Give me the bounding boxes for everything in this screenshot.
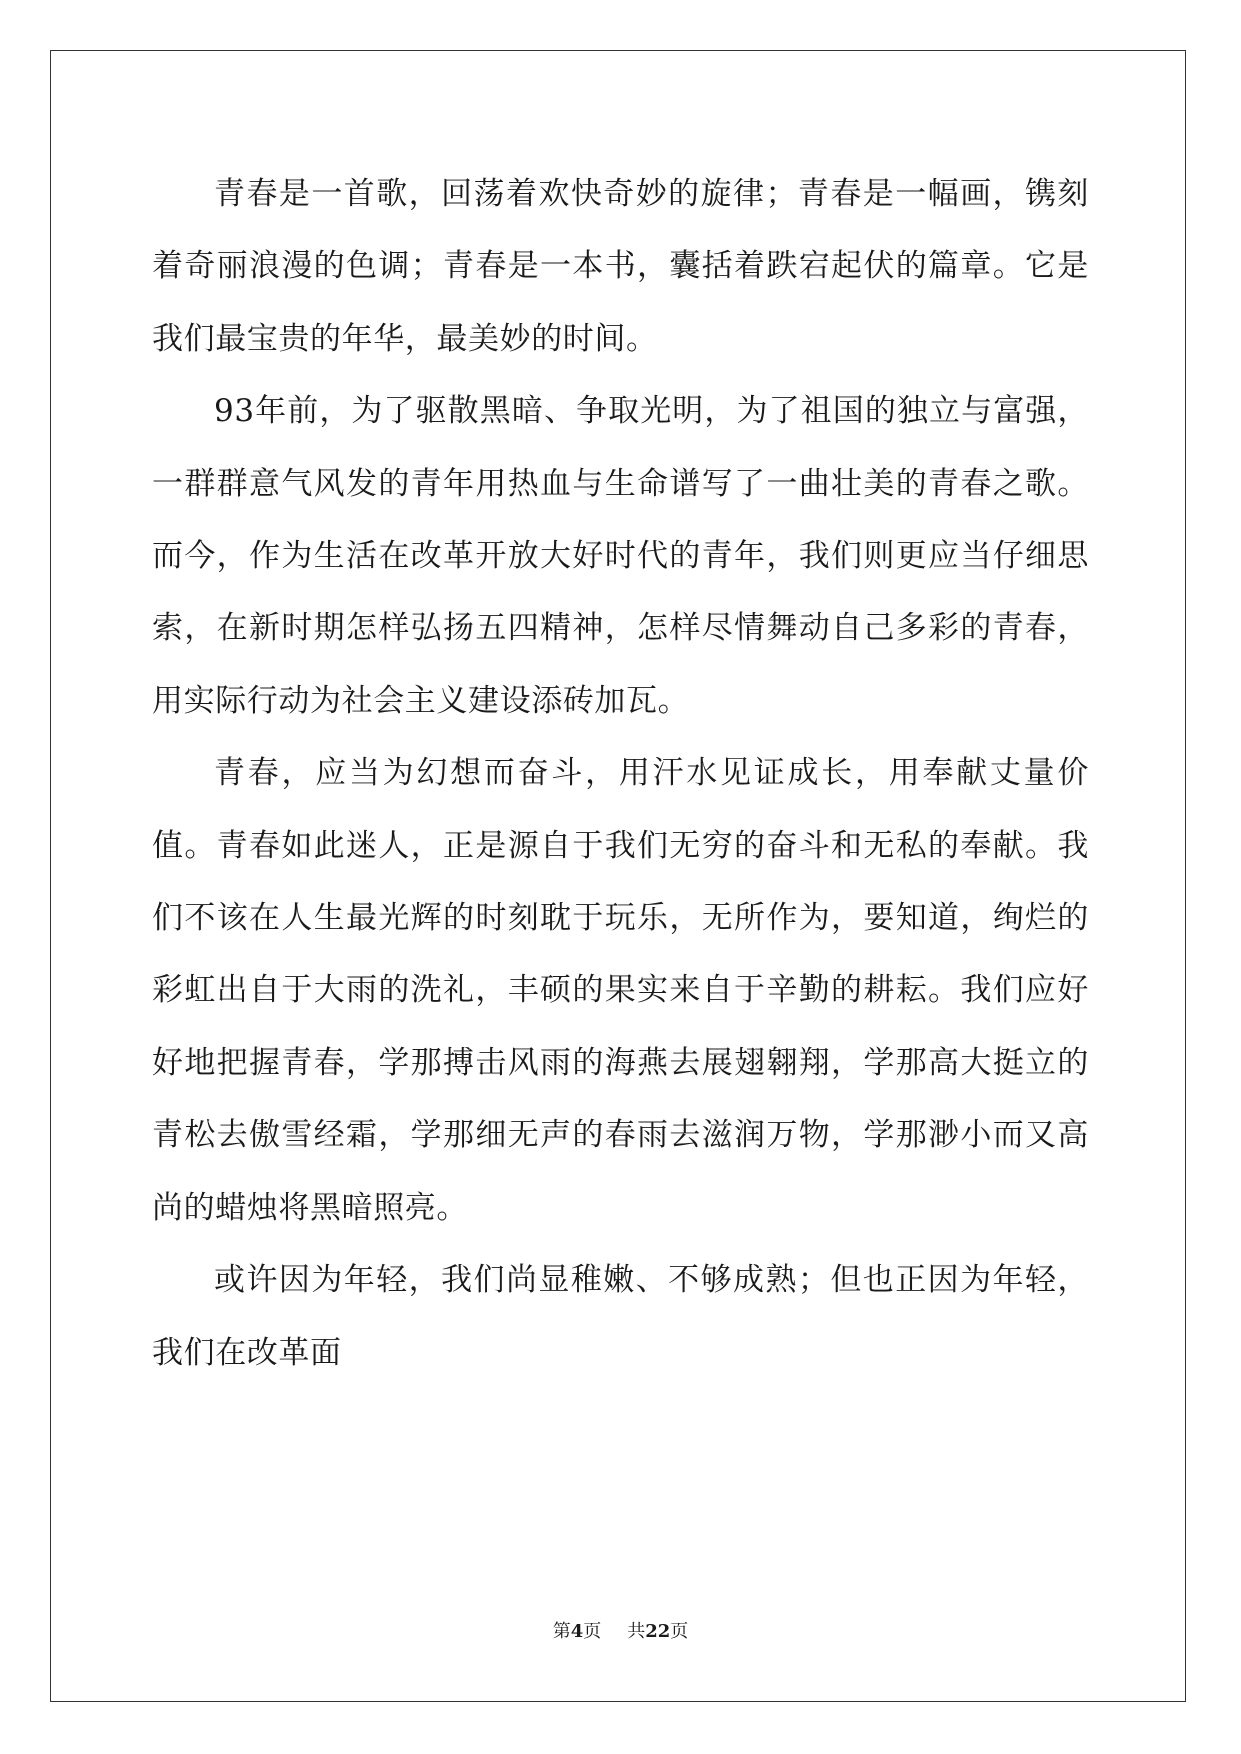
paragraph-4: 或许因为年轻，我们尚显稚嫩、不够成熟；但也正因为年轻，我们在改革面 xyxy=(152,1262,1089,1371)
footer-total-prefix: 共 xyxy=(627,1621,646,1642)
paragraph-1: 青春是一首歌，回荡着欢快奇妙的旋律；青春是一幅画，镌刻着奇丽浪漫的色调；青春是一本书，囊括着跌宕起伏的篇章。它是我们最宝贵的年华，最美妙的时间。 xyxy=(152,176,1089,357)
paragraph-3: 青春，应当为幻想而奋斗，用汗水见证成长，用奉献丈量价值。青春如此迷人，正是源自于我们无穷的奋斗和无私的奉献。我们不该在人生最光辉的时刻耽于玩乐，无所作为，要知道，绚烂的彩虹出自于大雨的洗礼，丰硕的果实来自于辛勤的耕耘。我们应好好地把握青春，学那搏击风雨的海燕去展翅翱翔，学那高大挺立的青松去傲雪经霜，学那细无声的春雨去滋润万物，学那渺小而又高尚的蜡烛将黑暗照亮。 xyxy=(152,755,1089,1226)
paragraph-2: 93年前，为了驱散黑暗、争取光明，为了祖国的独立与富强，一群群意气风发的青年用热血与生命谱写了一曲壮美的青春之歌。而今，作为生活在改革开放大好时代的青年，我们则更应当仔细思索，在新时期怎样弘扬五四精神，怎样尽情舞动自己多彩的青春，用实际行动为社会主义建设添砖加瓦。 xyxy=(152,393,1089,719)
footer-total-unit: 页 xyxy=(670,1621,689,1642)
current-page-number: 4 xyxy=(570,1621,584,1642)
total-pages-number: 22 xyxy=(645,1621,671,1642)
footer-page-unit: 页 xyxy=(583,1621,602,1642)
footer-prefix: 第 xyxy=(552,1621,571,1642)
page-footer xyxy=(0,1617,1241,1643)
document-body xyxy=(152,158,1089,1389)
